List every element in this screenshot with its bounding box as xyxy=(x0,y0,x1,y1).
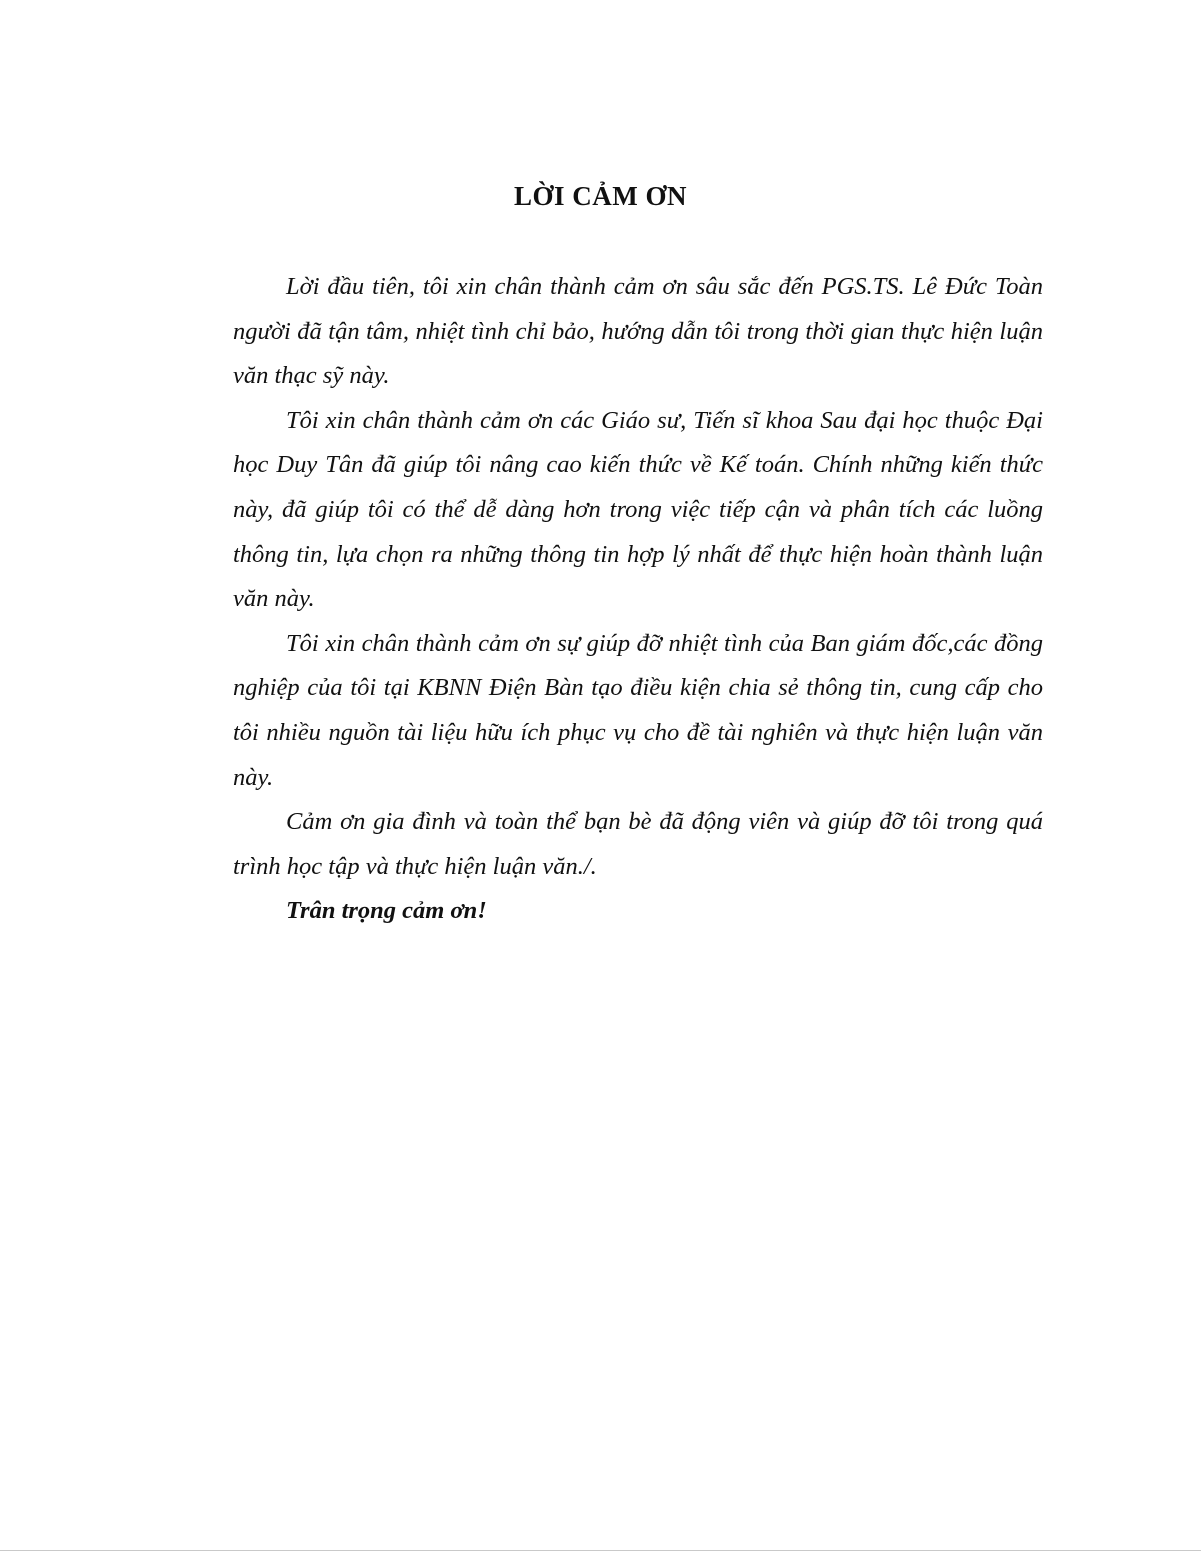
page-bottom-divider xyxy=(0,1550,1201,1551)
closing-line: Trân trọng cảm ơn! xyxy=(286,897,487,925)
acknowledgement-body xyxy=(233,265,1043,934)
paragraph-2: Tôi xin chân thành cảm ơn các Giáo sư, Tiến sĩ khoa Sau đại học thuộc Đại học Duy Tân đã giúp tôi nâng cao kiến thức về Kế toán. Chính những kiến thức này, đã giúp tôi có thể dễ dàng hơn trong việc tiếp cận và phân tích các luồng thông tin, lựa chọn ra những thông tin hợp lý nhất để thực hiện hoàn thành luận văn này. xyxy=(233,406,1043,613)
paragraph-1: Lời đầu tiên, tôi xin chân thành cảm ơn sâu sắc đến PGS.TS. Lê Đức Toàn người đã tận tâm, nhiệt tình chỉ bảo, hướng dẫn tôi trong thời gian thực hiện luận văn thạc sỹ này. xyxy=(233,273,1043,390)
page-title: LỜI CẢM ƠN xyxy=(514,181,687,211)
paragraph-3: Tôi xin chân thành cảm ơn sự giúp đỡ nhiệt tình của Ban giám đốc,các đồng nghiệp của tôi tại KBNN Điện Bàn tạo điều kiện chia sẻ thông tin, cung cấp cho tôi nhiều nguồn tài liệu hữu ích phục vụ cho đề tài nghiên và thực hiện luận văn này. xyxy=(233,629,1043,791)
paragraph-4: Cảm ơn gia đình và toàn thể bạn bè đã động viên và giúp đỡ tôi trong quá trình học tập và thực hiện luận văn./. xyxy=(233,808,1043,880)
